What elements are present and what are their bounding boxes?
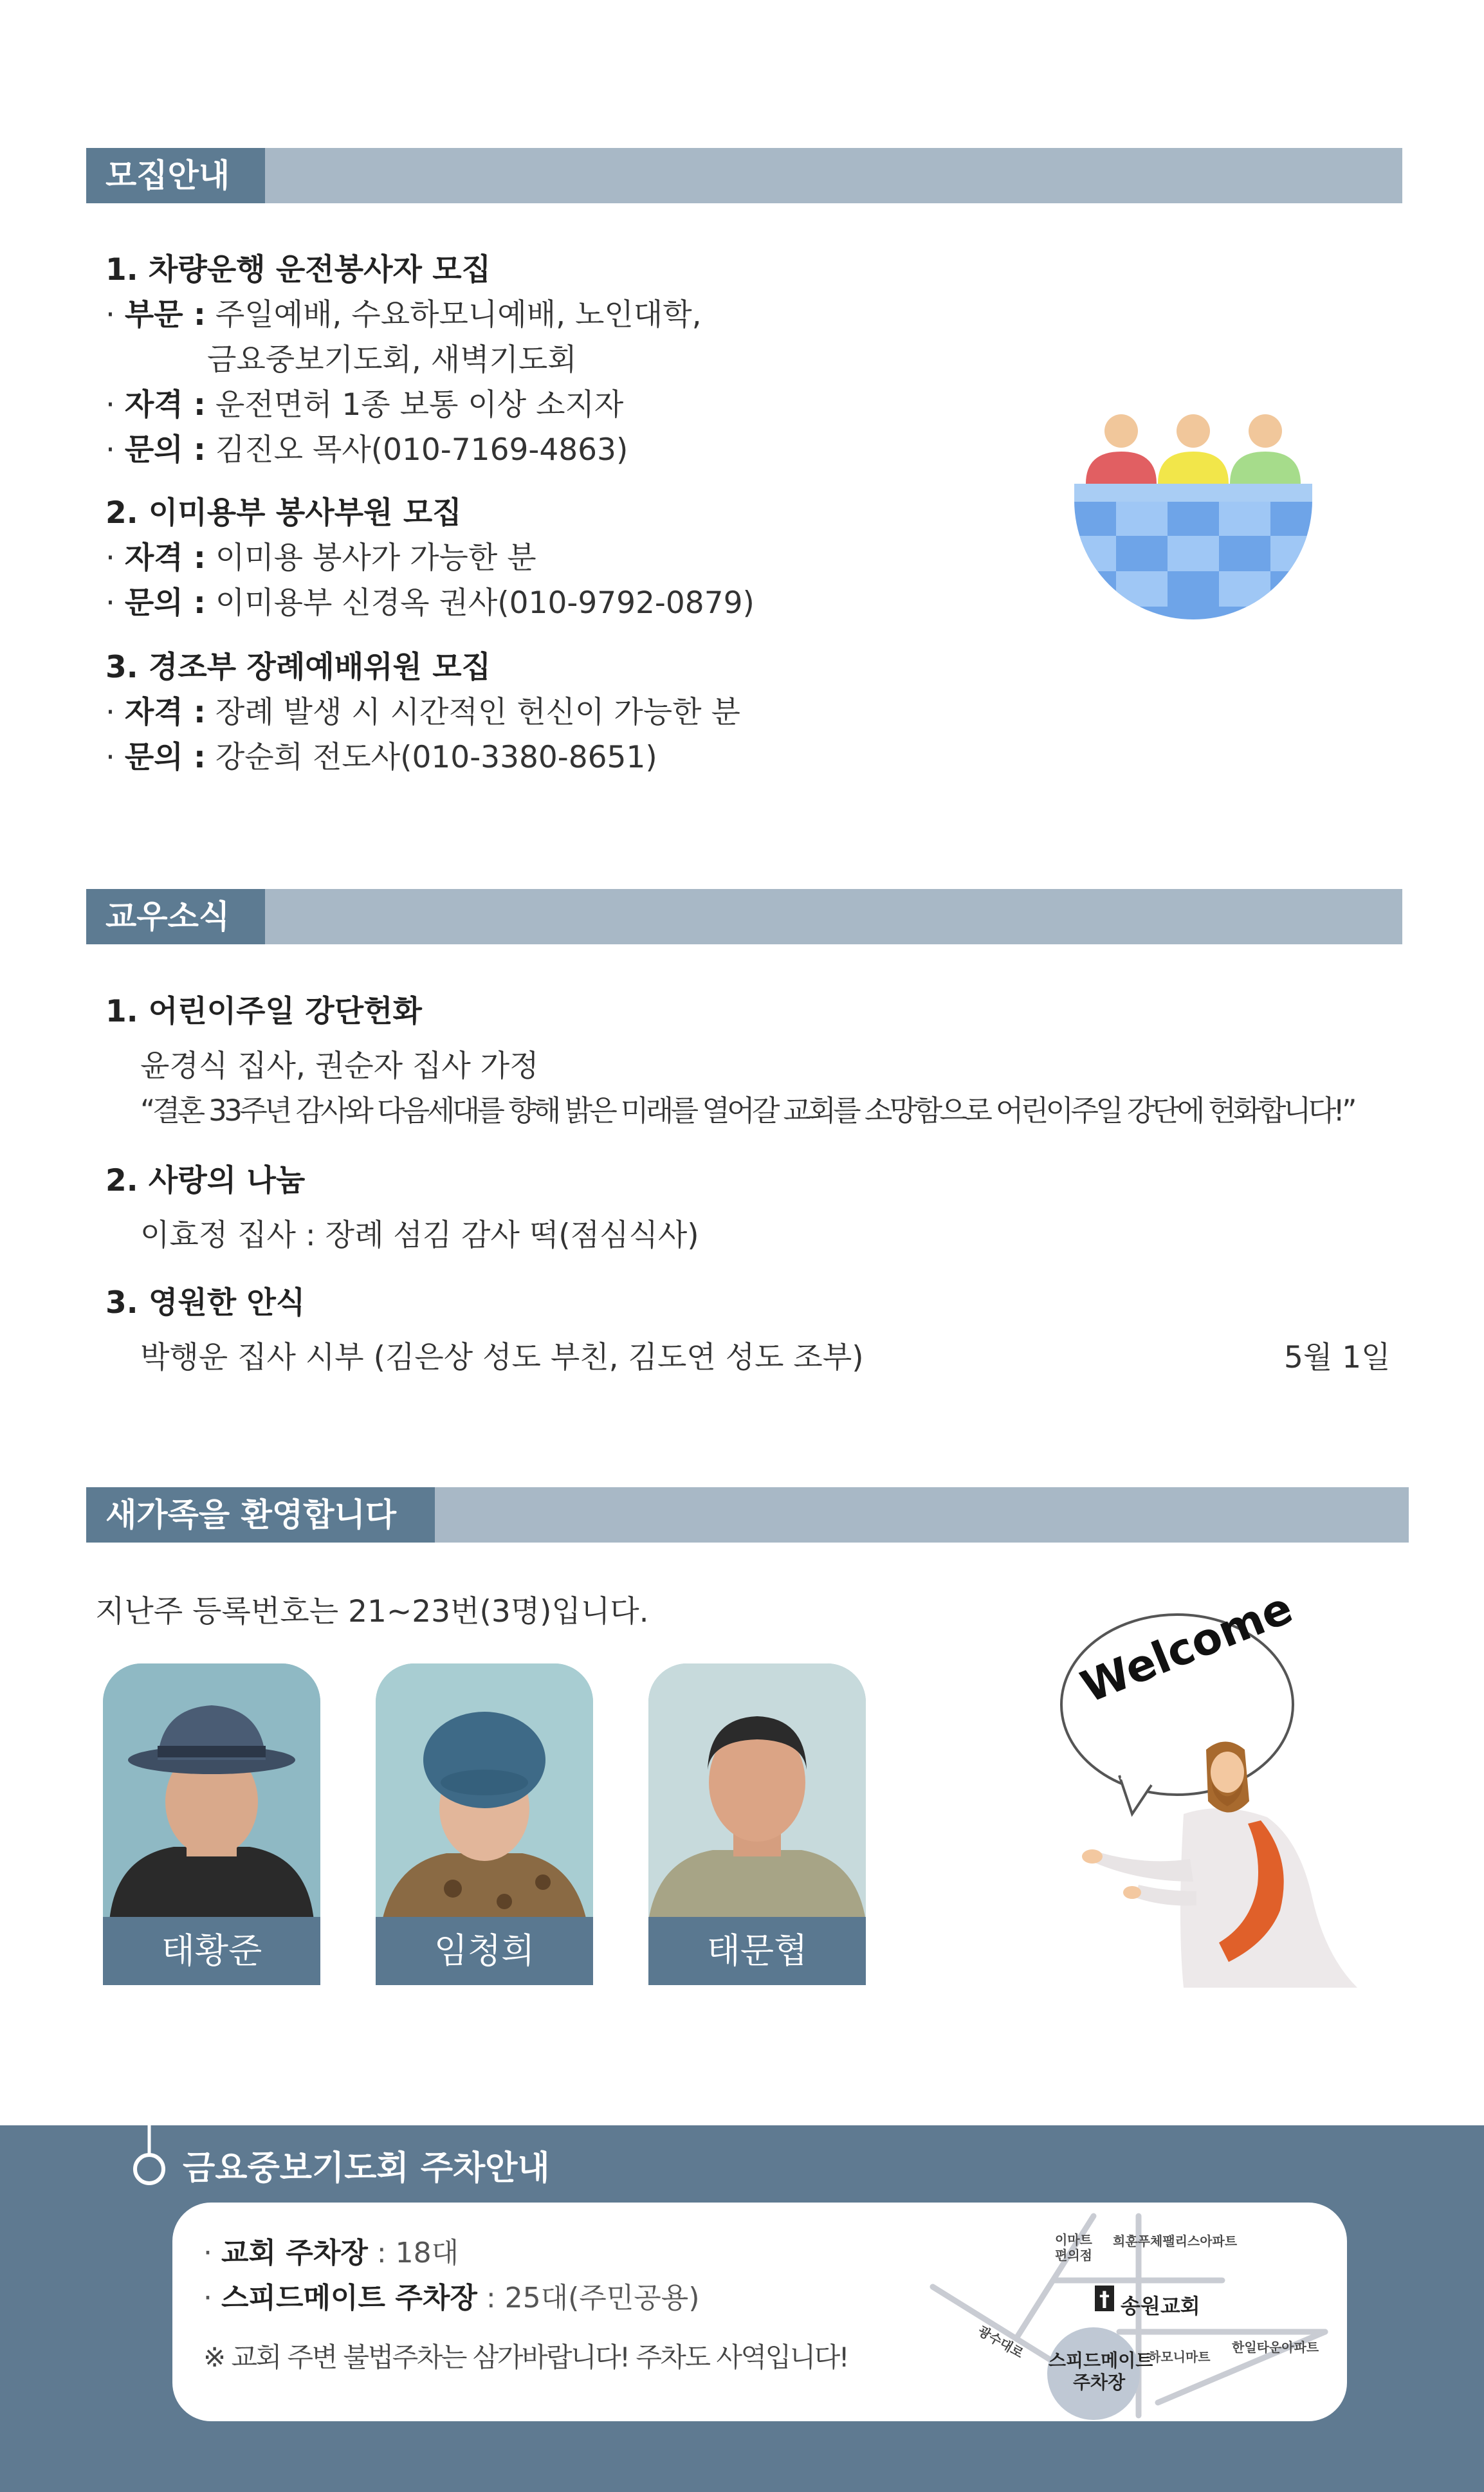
map-label-church: 송원교회 [1121, 2294, 1200, 2318]
recruit-item1-title: 1. 차량운행 운전봉사자 모집 [105, 252, 491, 288]
recruit-item2-qual: · 자격 : 이미용 봉사가 가능한 분 [105, 540, 536, 576]
recruit-header-bar [86, 148, 1402, 203]
recruit-header: 모집안내 [86, 148, 265, 203]
news-item1-line1: 윤경식 집사, 권순자 집사 가정 [140, 1049, 539, 1084]
new-member-photo-1 [103, 1663, 320, 1985]
new-member-photo-2 [376, 1663, 593, 1985]
parking-speedmate-lot: · 스피드메이트 주차장 : 25대(주민공용) [203, 2282, 700, 2314]
news-item2-line1: 이효정 집사 : 장례 섬김 감사 떡(점심식사) [140, 1218, 699, 1253]
parking-header: 금요중보기도회 주차안내 [183, 2149, 550, 2188]
jesus-illustration-icon [1074, 1730, 1370, 1994]
map-label-emart: 이마트 [1055, 2232, 1092, 2248]
svg-text:†: † [1099, 2287, 1110, 2311]
map-label-road: 광수대로 [975, 2323, 1027, 2361]
news-item2-title: 2. 사랑의 나눔 [105, 1163, 306, 1198]
map-label-apt1: 희훈푸체팰리스아파트 [1113, 2233, 1238, 2249]
recruit-item2-contact: · 문의 : 이미용부 신경옥 권사(010-9792-0879) [105, 585, 755, 621]
news-header-bar [86, 889, 1402, 944]
map-label-speedmate: 스피드메이트 [1049, 2350, 1153, 2371]
recruit-item1-dept-cont: 금요중보기도회, 새벽기도회 [207, 342, 577, 378]
map-label-apt2: 한일타운아파트 [1232, 2340, 1319, 2355]
new-member-name-3: 태문협 [648, 1917, 866, 1985]
recruit-item2-title: 2. 이미용부 봉사부원 모집 [105, 495, 462, 531]
news-item3-title: 3. 영원한 안식 [105, 1285, 306, 1321]
recruit-item3-title: 3. 경조부 장례예배위원 모집 [105, 650, 491, 685]
recruit-item3-contact: · 문의 : 강순희 전도사(010-3380-8651) [105, 740, 657, 775]
map-label-harmony: 하모니마트 [1148, 2349, 1211, 2365]
welcome-intro: 지난주 등록번호는 21~23번(3명)입니다. [95, 1594, 649, 1629]
new-member-photo-3 [648, 1663, 866, 1985]
new-member-name-2: 임청희 [376, 1917, 593, 1985]
news-item3-date: 5월 1일 [1284, 1340, 1391, 1375]
welcome-header: 새가족을 환영합니다 [86, 1487, 435, 1543]
community-globe-icon [1068, 405, 1319, 630]
news-header: 교우소식 [86, 889, 265, 944]
news-item1-line2: “결혼 33주년 감사와 다음세대를 향해 밝은 미래를 열어갈 교회를 소망함으로 어린이주일 강단에 헌화합니다!” [140, 1094, 1354, 1128]
map-label-speedmate-2: 주차장 [1073, 2372, 1126, 2393]
recruit-item1-qual: · 자격 : 운전면허 1종 보통 이상 소지자 [105, 387, 624, 423]
map-label-emart-2: 편의점 [1055, 2248, 1092, 2263]
recruit-item3-qual: · 자격 : 장례 발생 시 시간적인 헌신이 가능한 분 [105, 695, 740, 730]
parking-note: ※ 교회 주변 불법주차는 삼가바랍니다! 주차도 사역입니다! [203, 2341, 848, 2373]
parking-church-lot: · 교회 주차장 : 18대 [203, 2237, 459, 2269]
recruit-item1-dept: · 부문 : 주일예배, 수요하모니예배, 노인대학, [105, 297, 702, 333]
new-member-name-1: 태황준 [103, 1917, 320, 1985]
header-ring-icon [130, 2123, 169, 2194]
welcome-bubble-text: Welcome [1074, 1582, 1300, 1714]
news-item1-title: 1. 어린이주일 강단헌화 [105, 994, 422, 1029]
recruit-item1-contact: · 문의 : 김진오 목사(010-7169-4863) [105, 432, 628, 468]
news-item3-line1: 박행운 집사 시부 (김은상 성도 부친, 김도연 성도 조부) [140, 1340, 864, 1375]
